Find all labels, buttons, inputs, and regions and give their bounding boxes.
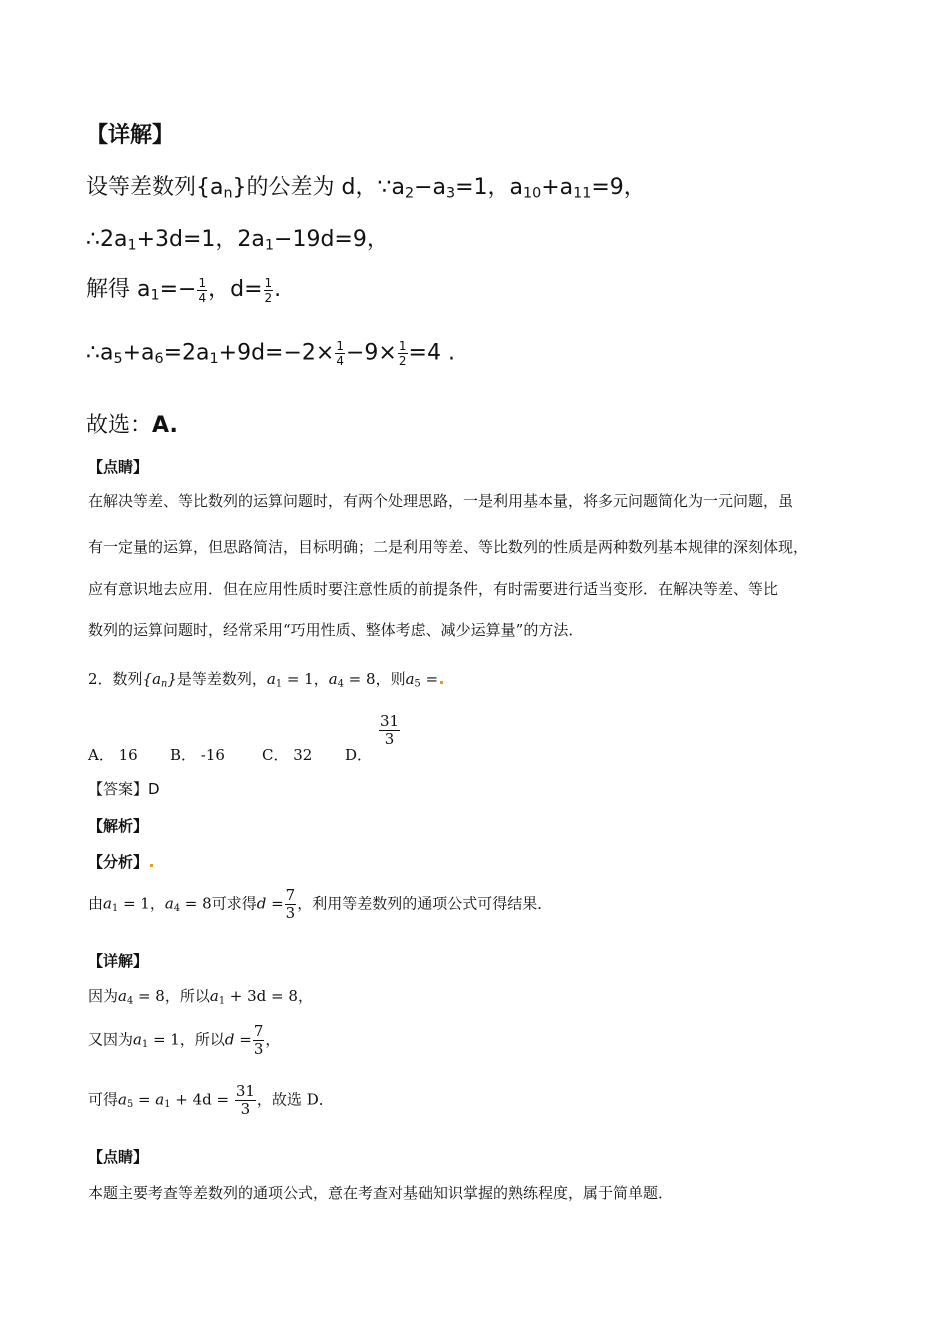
solution-line-1: 设等差数列$\{a_n\}$的公差为 d，$\because a_2-a_3=1$，$a_{10}+a_{11}=9$， [86, 175, 646, 202]
question-2-stem: 2．数列$\{a_n\}$是等差数列，$a_1 = 1$，$a_4 = 8$，则$a_5$ = [88, 668, 443, 689]
comment-line-2: 有一定量的运算，但思路简洁，目标明确；二是利用等差、等比数列的性质是两种数列基本规律的深刻体现， [88, 538, 809, 556]
comment-heading-2: 【点睛】 [88, 1148, 149, 1166]
answer-line: 故选：A. [86, 413, 178, 438]
comment-line-4: 数列的运算问题时，经常采用“巧用性质、整体考虑、减少运算量”的方法． [88, 621, 584, 639]
solution-line-3: 解得 $a_1=-$ $\frac{1}{4}$ ，d= $\frac{1}{2}$ . [86, 275, 282, 305]
comment-text-2: 本题主要考查等差数列的通项公式，意在考查对基础知识掌握的熟练程度，属于简单题． [88, 1184, 674, 1202]
solution-line-4: $\therefore a_5+a_6=2a_1+9d=-2\times$ $\frac{1}{4}$ −9× $\frac{1}{2}$ =4 . [86, 339, 455, 368]
marker-dot [440, 681, 443, 684]
option-d-fraction: $\frac{31}{3}$ [380, 712, 400, 748]
detail-line-2: 又因为$a_1 = 1$，所以d = $\frac{7}{3}$ ， [88, 1022, 281, 1058]
option-b: B． -16 [170, 746, 225, 764]
detail-heading-2: 【详解】 [88, 952, 149, 970]
detail-line-1: 因为$a_4 = 8$，所以$a_1 + 3d = 8$， [88, 987, 313, 1007]
solution-line-2: $\therefore 2a_1+3d=1$，$2a_1-19d=9$， [86, 227, 389, 254]
comment-line-3: 应有意识地去应用．但在应用性质时要注意性质的前提条件，有时需要进行适当变形．在解决等差、等比 [88, 580, 779, 598]
fenxi-line: 由$a_1 = 1$，$a_4 = 8$可求得d = $\frac{7}{3}$ ，利用等差数列的通项公式可得结果． [88, 886, 553, 922]
option-c: C． 32 [262, 746, 313, 764]
answer-label: 【答案】D [88, 780, 160, 798]
detail-heading: 【详解】 [86, 123, 175, 148]
option-d: D． [345, 746, 373, 764]
comment-heading: 【点睛】 [88, 458, 149, 476]
detail-line-3: 可得$a_5 = a_1 + 4d$ = $\frac{31}{3}$ ，故选 D． [88, 1082, 334, 1118]
comment-line-1: 在解决等差、等比数列的运算问题时，有两个处理思路，一是利用基本量，将多元问题简化为一元问题，虽 [88, 492, 794, 510]
analysis-heading: 【解析】 [88, 817, 149, 835]
marker-dot [150, 864, 153, 867]
fenxi-heading: 【分析】 [88, 851, 153, 872]
option-a: A． 16 [88, 746, 138, 764]
